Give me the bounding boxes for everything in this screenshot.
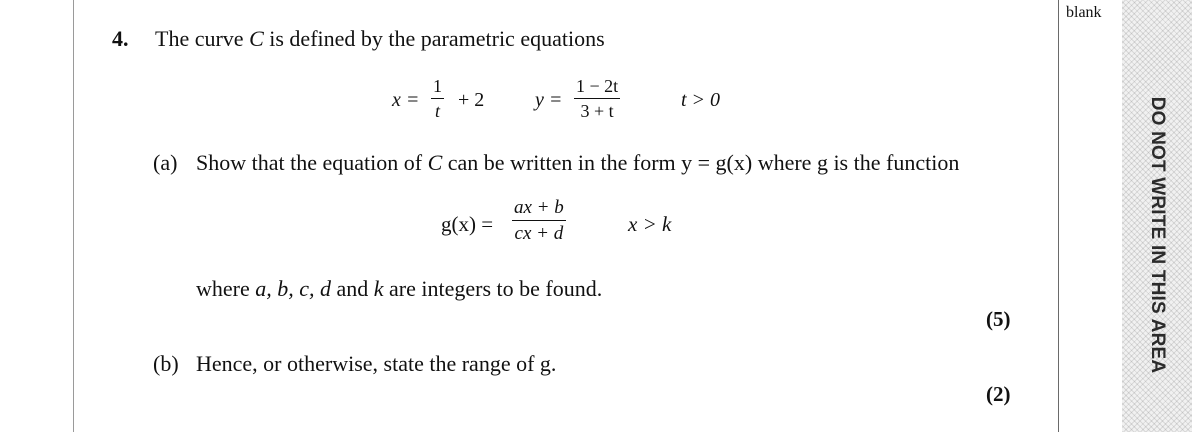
do-not-write-notice: DO NOT WRITE IN THIS AREA [1147,96,1168,374]
x-fraction-bar [431,98,444,99]
part-b-marks: (2) [986,382,1011,406]
x-fraction [431,77,444,120]
question-number: 4. [112,26,129,51]
t-condition: t > 0 [681,89,721,111]
g-domain-condition: x > k [628,212,672,236]
part-a-where-text: where a, b, c, d and k are integers to be found. [196,276,603,301]
part-a-text: Show that the equation of C can be written in the form y = g(x) where g is the function [196,150,960,175]
part-a-label: (a) [153,150,178,175]
y-fraction-numerator: 1 − 2t [576,76,619,96]
y-fraction-bar [574,98,620,99]
part-a-marks: (5) [986,307,1011,331]
x-fraction-denominator: t [434,101,440,121]
x-equation-lhs: x = [392,89,420,111]
g-fraction-numerator: ax + b [514,197,564,218]
margin-border [1058,0,1059,432]
blank-label: blank [1066,4,1102,21]
y-fraction-denominator: 3 + t [580,101,614,121]
x-fraction-numerator: 1 [433,76,442,96]
question-statement: The curve C is defined by the parametric equations [155,26,605,51]
x-equation-rhs: + 2 [458,89,485,111]
part-b-label: (b) [153,351,179,376]
page-left-border [73,0,74,432]
g-fraction [512,198,566,243]
g-fraction-denominator: cx + d [514,223,564,244]
y-fraction [574,77,620,120]
g-function-lhs: g(x) = [441,212,494,236]
y-equation-lhs: y = [535,89,563,111]
g-fraction-bar [512,220,566,221]
part-b-text: Hence, or otherwise, state the range of g. [196,351,557,376]
